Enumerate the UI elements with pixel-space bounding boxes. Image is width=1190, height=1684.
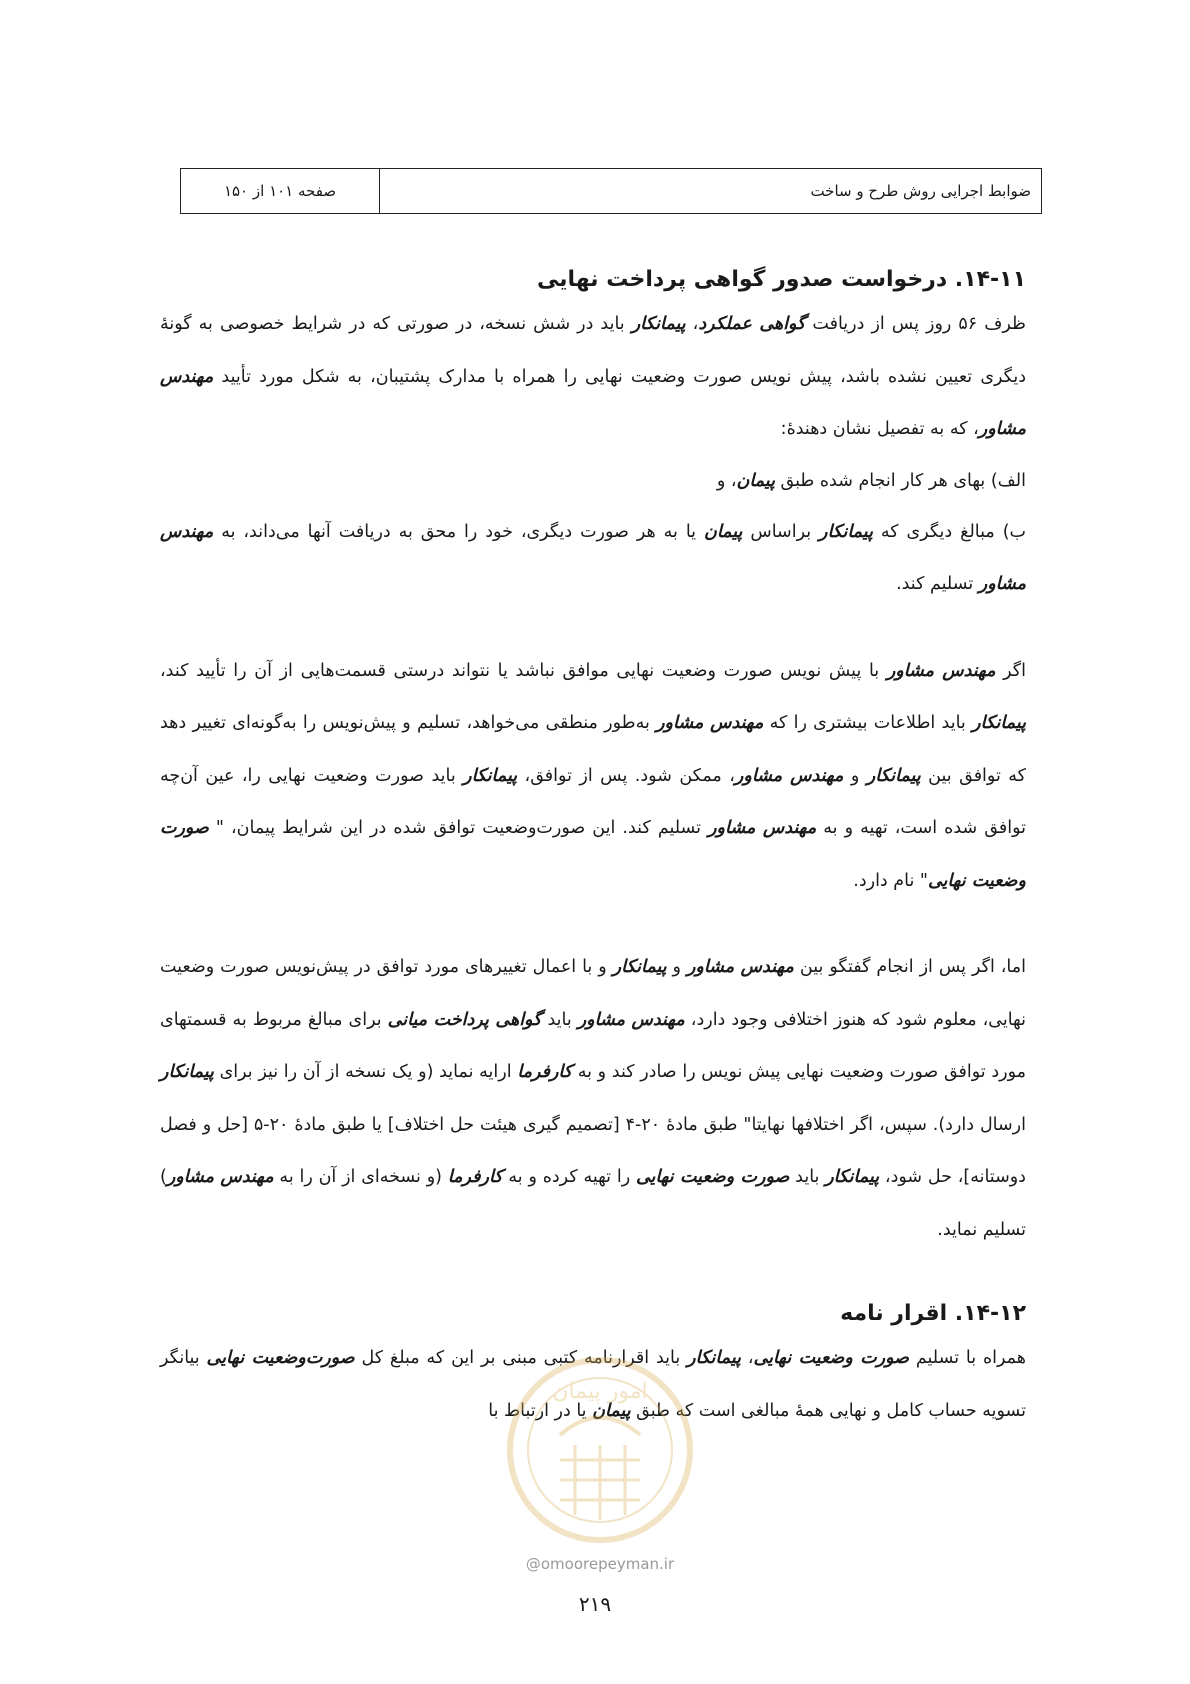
text-run: ارایه نماید (و یک نسخه از آن را نیز برای xyxy=(213,1062,518,1082)
term-final-statement: صورت‌وضعیت نهایی xyxy=(206,1348,355,1368)
term-contractor: پیمانکار xyxy=(631,314,686,334)
paragraph-engineer-disagreement xyxy=(160,645,1026,908)
text-run: و xyxy=(666,957,687,977)
page-indicator: صفحه ۱۰۱ از ۱۵۰ xyxy=(223,182,337,200)
document-body xyxy=(160,262,1026,1437)
paragraph-remaining-dispute xyxy=(160,941,1026,1256)
text-run: را تهیه کرده و به xyxy=(502,1167,636,1187)
text-run: برای مبالغ مربوط به قسمتهای مورد توافق صورت وضعیت نهایی پیش نویس را صادر کند و به xyxy=(160,1009,1027,1082)
term-contractor: پیمانکار xyxy=(825,1167,880,1187)
text-run: یا در ارتباط با xyxy=(488,1400,593,1421)
text-run: باید اطلاعات بیشتری را که xyxy=(763,713,973,733)
term-contract: پیمان xyxy=(736,470,775,491)
term-engineer: مهندس مشاور xyxy=(160,521,1026,594)
text-run: همراه با تسلیم xyxy=(909,1348,1026,1368)
term-engineer: مهندس مشاور xyxy=(166,1167,274,1187)
term-contractor: پیمانکار xyxy=(687,1348,742,1368)
term-contractor: پیمانکار xyxy=(463,765,518,786)
text-run: باید xyxy=(789,1167,826,1187)
term-engineer: مهندس مشاور xyxy=(734,765,844,786)
text-run: (و نسخه‌ای از آن را به xyxy=(273,1167,448,1187)
term-contract: پیمان xyxy=(592,1400,631,1421)
text-run: اگر xyxy=(995,660,1026,681)
text-run: تسلیم کند. این صورت‌وضعیت توافق شده در این شرایط پیمان، " xyxy=(208,818,709,838)
text-run: باید xyxy=(541,1009,578,1030)
term-contractor: پیمانکار xyxy=(612,957,667,977)
watermark-url: @omoorepeyman.ir xyxy=(525,1555,675,1573)
term-engineer: مهندس مشاور xyxy=(656,713,764,733)
list-item-b xyxy=(160,506,1026,611)
term-performance-certificate: گواهی عملکرد xyxy=(698,314,806,334)
text-run: ارسال دارد). سپس، اگر اختلافها نهایتا" طبق مادهٔ ۲۰-۴ [تصمیم گیری هیئت حل اختلاف] یا طبق مادهٔ ۲۰-۵ [حل و فصل دوستانه]، حل شود، xyxy=(160,1114,1026,1187)
spacer xyxy=(160,907,1026,941)
term-final-statement: صورت وضعیت نهایی xyxy=(160,818,1026,891)
term-employer: کارفرما xyxy=(517,1062,573,1082)
document-title: ضوابط اجرایی روش طرح و ساخت xyxy=(379,169,1041,213)
term-contractor: پیمانکار xyxy=(160,1062,214,1082)
watermark-logo-text: امور پیمان xyxy=(552,1379,648,1404)
text-run: براساس xyxy=(742,521,820,542)
text-run: ب) مبالغ دیگری که xyxy=(872,521,1026,542)
term-contract: پیمان xyxy=(703,521,743,542)
spacer xyxy=(160,1256,1026,1296)
term-engineer: مهندس مشاور xyxy=(577,1009,685,1030)
term-contractor: پیمانکار xyxy=(819,521,873,542)
text-run: به‌طور منطقی می‌خواهد، تسلیم و پیش‌نویس را به‌گونه‌ای تغییر دهد که توافق بین xyxy=(160,713,1027,786)
watermark-logo xyxy=(490,1340,710,1570)
text-run: ) تسلیم نماید. xyxy=(160,1167,1026,1240)
term-interim-payment-certificate: گواهی پرداخت میانی xyxy=(387,1009,542,1030)
term-final-statement: صورت وضعیت نهایی xyxy=(635,1167,790,1187)
term-engineer: مهندس مشاور xyxy=(686,957,794,977)
text-run: " نام دارد. xyxy=(853,870,928,891)
text-run: ، و xyxy=(716,470,737,491)
spacer xyxy=(160,611,1026,645)
section-heading-14-11: ۱۴-۱۱. درخواست صدور گواهی پرداخت نهایی xyxy=(537,267,1026,292)
text-run: ، که به تفصیل نشان دهندهٔ: xyxy=(780,419,979,439)
text-run: الف) بهای هر کار انجام شده طبق xyxy=(774,470,1026,491)
section-heading-14-12: ۱۴-۱۲. اقرار نامه xyxy=(840,1301,1026,1326)
page-header-table xyxy=(180,168,1042,214)
term-final-statement: صورت وضعیت نهایی xyxy=(753,1348,910,1368)
text-run: و xyxy=(843,765,867,786)
text-run: اما، اگر پس از انجام گفتگو بین xyxy=(793,957,1026,977)
text-run: تسلیم کند. xyxy=(896,574,979,594)
text-run: باید صورت وضعیت نهایی را، عین آن‌چه توافق شده است، تهیه و به xyxy=(160,765,1026,838)
page-number: ۲۱۹ xyxy=(578,1592,612,1616)
text-run: ، xyxy=(741,1348,754,1368)
text-run: یا به هر صورت دیگری، خود را محق به دریافت آنها می‌داند، به xyxy=(213,521,704,542)
text-run: بیانگر تسویه حساب کامل و نهایی همهٔ مبالغی است که طبق xyxy=(160,1348,1026,1421)
term-employer: کارفرما xyxy=(447,1167,503,1187)
list-item-a xyxy=(160,456,1026,506)
paragraph-final-statement-request xyxy=(160,298,1026,456)
text-run: و با اعمال تغییرهای مورد توافق در پیش‌نویس صورت وضعیت نهایی، معلوم شود که هنوز اختلافی وجود دارد، xyxy=(160,957,1026,1030)
text-run: ظرف ۵۶ روز پس از دریافت xyxy=(805,314,1026,334)
term-contractor: پیمانکار xyxy=(972,713,1026,733)
text-run: باید در شش نسخه، در صورتی که در شرایط خصوصی به گونهٔ دیگری تعیین نشده باشد، پیش نویس صورت وضعیت نهایی را همراه با مدارک پشتیبان، به شکل مورد تأیید xyxy=(160,314,1026,387)
term-engineer: مهندس مشاور xyxy=(708,818,817,838)
text-run: باید اقرارنامه کتبی مبنی بر این که مبلغ کل xyxy=(354,1348,688,1368)
text-run: ، xyxy=(685,314,699,334)
term-engineer: مهندس مشاور xyxy=(886,660,996,681)
term-contractor: پیمانکار xyxy=(866,765,921,786)
text-run: با پیش نویس صورت وضعیت نهایی موافق نباشد یا نتواند درستی قسمت‌هایی از آن را تأیید کند، xyxy=(160,660,887,681)
text-run: ، ممکن شود. پس از توافق، xyxy=(517,765,735,786)
term-engineer: مهندس مشاور xyxy=(160,366,1026,439)
